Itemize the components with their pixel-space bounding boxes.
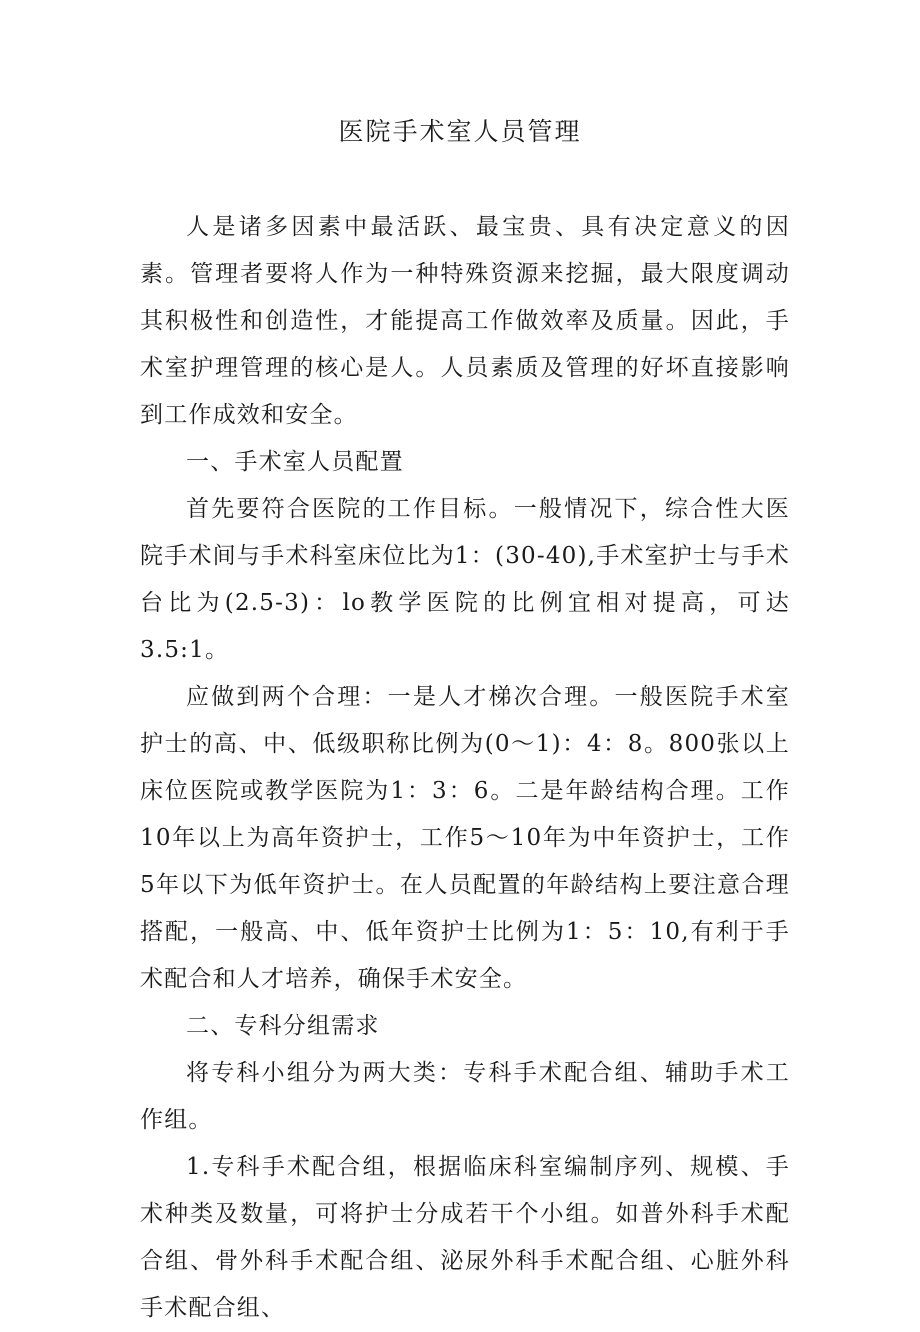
document-title: 医院手术室人员管理	[338, 117, 582, 146]
staffing-ratio-paragraph: 首先要符合医院的工作目标。一般情况下，综合性大医院手术间与手术科室床位比为1：(30-40),手术室护士与手术台比为(2.5-3)：lo教学医院的比例宜相对提高，可达3.5:1。	[140, 496, 790, 663]
document-body	[140, 204, 790, 1332]
specialty-surgery-group-paragraph: 1.专科手术配合组，根据临床科室编制序列、规模、手术种类及数量，可将护士分成若干个小组。如普外科手术配合组、骨外科手术配合组、泌尿外科手术配合组、心脏外科手术配合组、	[140, 1154, 790, 1321]
section-heading-specialty-groups: 二、专科分组需求	[186, 1013, 380, 1039]
specialty-groups-intro-paragraph: 将专科小组分为两大类：专科手术配合组、辅助手术工作组。	[140, 1060, 790, 1133]
staffing-structure-paragraph: 应做到两个合理：一是人才梯次合理。一般医院手术室护士的高、中、低级职称比例为(0～1)：4：8。800张以上床位医院或教学医院为1：3：6。二是年龄结构合理。工作10年以上为高年资护士，工作5～10年为中年资护士，工作5年以下为低年资护士。在人员配置的年龄结构上要注意合理搭配，一般高、中、低年资护士比例为1：5：10,有利于手术配合和人才培养，确保手术安全。	[140, 684, 790, 992]
intro-paragraph: 人是诸多因素中最活跃、最宝贵、具有决定意义的因素。管理者要将人作为一种特殊资源来挖掘，最大限度调动其积极性和创造性，才能提高工作做效率及质量。因此，手术室护理管理的核心是人。人员素质及管理的好坏直接影响到工作成效和安全。	[140, 214, 790, 428]
section-heading-staffing: 一、手术室人员配置	[186, 449, 404, 475]
